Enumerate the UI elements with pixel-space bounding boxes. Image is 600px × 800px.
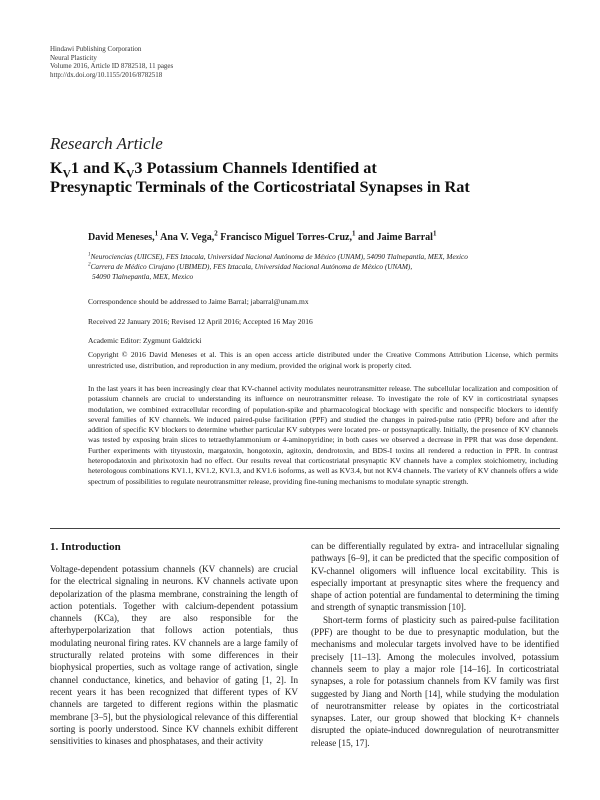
affiliation-2: $^2$Carrera de Médico Cirujano (UBIMED), FES Iztacala, Universidad Nacional Autónoma de México (UNAM), (88, 261, 413, 271)
body-paragraph: Voltage-dependent potassium channels (KV channels) are crucial for the electrical signaling in neurons. KV channels activate upon depolarization of the plasma membrane, constraining the length of action potentials. Together with calcium-dependent potassium channels (KCa), they are also responsible for the afterhyperpolarization that follows action potentials, thus modulating neuronal firing rates. KV channels are a large family of structurally related proteins with some differences in their biophysical properties, such as voltage range of activation, single channel conductance, kinetics, and behavior of gating [1, 2]. In recent years it has been recognized that different types of KV channels are targeted to different regions within the plasmatic membrane [3–5], but the physiological relevance of this differential sorting is poorly understood. Since KV channels exhibit different sensitivities to kinases and phosphatases, and their activity (50, 564, 298, 747)
volume-info: Volume 2016, Article ID 8782518, 11 pages (50, 62, 174, 71)
author: Ana V. Vega, (158, 232, 215, 243)
affiliations (88, 252, 468, 282)
affiliation-2-cont: 54090 Tlalnepantla, MEX, Mexico (92, 272, 194, 281)
journal-name: Neural Plasticity (50, 53, 97, 62)
doi-link[interactable]: http://dx.doi.org/10.1155/2016/8782518 (50, 70, 163, 79)
author: Francisco Miguel Torres-Cruz, (217, 232, 352, 243)
section-divider (50, 528, 560, 529)
paper-title: $K_V1$ and $K_V3$ Potassium Channels Identified at Presynaptic Terminals of the Corticostriatal Synapses in Rat (50, 158, 470, 196)
affiliation-1: $^1$Neurociencias (UIICSE), FES Iztacala, Universidad Nacional Autónoma de México (UNAM), 54090 Tlalnepantla, MEX, Mexico (88, 251, 468, 261)
abstract: In the last years it has been increasingly clear that KV-channel activity modulates neurotransmitter release. The subcellular localization and composition of potassium channels are crucial to understanding its influence on neurotransmitter release. To investigate the role of KV in corticostriatal synapses modulation, we combined extracellular recording of population-spike and pharmacological blockage with specific and nonspecific blockers to identify several families of KV channels. We induced paired-pulse facilitation (PPF) and studied the changes in paired-pulse ratio (PPR) before and after the addition of specific KV blockers to determine whether particular KV subtypes were located pre- or postsynaptically. Initially, the presence of KV channels was tested by exposing brain slices to tetraethylammonium or 4-aminopyridine; in both cases we observed a decrease in PPR that was dose dependent. Further experiments with tityustoxin, margatoxin, hongotoxin, agitoxin, dendrotoxin, and BDS-I toxins all rendered a reduction in PPR. In contrast heteropodatoxin and phrixotoxin had no effect. Our results reveal that corticostriatal presynaptic KV channels have a complex stoichiometry, including heterologous combinations KV1.1, KV1.2, KV1.3, and KV1.6 isoforms, as well as KV3.4, but not KV4 channels. The variety of KV channels offers a wide spectrum of possibilities to regulate neurotransmitter release, providing fine-tuning mechanisms to modulate synaptic strength. (88, 384, 558, 486)
author: and Jaime Barral (355, 232, 433, 243)
section-heading: 1. Introduction (50, 541, 121, 553)
body-paragraph: can be differentially regulated by extra- and intracellular signaling pathways [6–9], it can be predicted that the specific composition of KV-channel oligomers will influence local excitability. This is especially important at presynaptic sites where the frequency and shape of action potential are fundamental to determining the timing and strength of synaptic transmission [10]. (311, 541, 559, 613)
publisher-name: Hindawi Publishing Corporation (50, 45, 142, 53)
article-type: Research Article (50, 134, 163, 153)
copyright-notice: Copyright © 2016 David Meneses et al. This is an open access article distributed under the Creative Commons Attribution License, which permits unrestricted use, distribution, and reproduction in any medium, provided the original work is properly cited. (88, 350, 558, 370)
article-dates: Received 22 January 2016; Revised 12 April 2016; Accepted 16 May 2016 (88, 317, 313, 326)
left-column (50, 540, 298, 747)
body-paragraph: Short-term forms of plasticity such as paired-pulse facilitation (PPF) are thought to be due to presynaptic modulation, but the mechanisms and molecular targets involved have to be identified precisely [11–13]. Among the molecules involved, potassium channels seem to play a major role [14–16]. In corticostriatal synapses, a role for potassium channels from KV family was first suggested by Jiang and North [14], while studying the modulation of neurotransmitter release by opiates in the corticostriatal synapses. Later, our group showed that blocking K+ channels disrupted the opiate-induced downregulation of neurotransmitter release [15, 17]. (311, 614, 559, 748)
academic-editor: Academic Editor: Zygmunt Galdzicki (88, 336, 202, 345)
right-column (311, 540, 559, 749)
author-list: David Meneses,$^1$ Ana V. Vega,$^2$ Francisco Miguel Torres-Cruz,$^1$ and Jaime Barral$^1$ (88, 229, 437, 243)
correspondence: Correspondence should be addressed to Jaime Barral; jabarral@unam.mx (88, 297, 309, 306)
author: David Meneses, (88, 232, 155, 243)
journal-metadata (50, 45, 173, 79)
